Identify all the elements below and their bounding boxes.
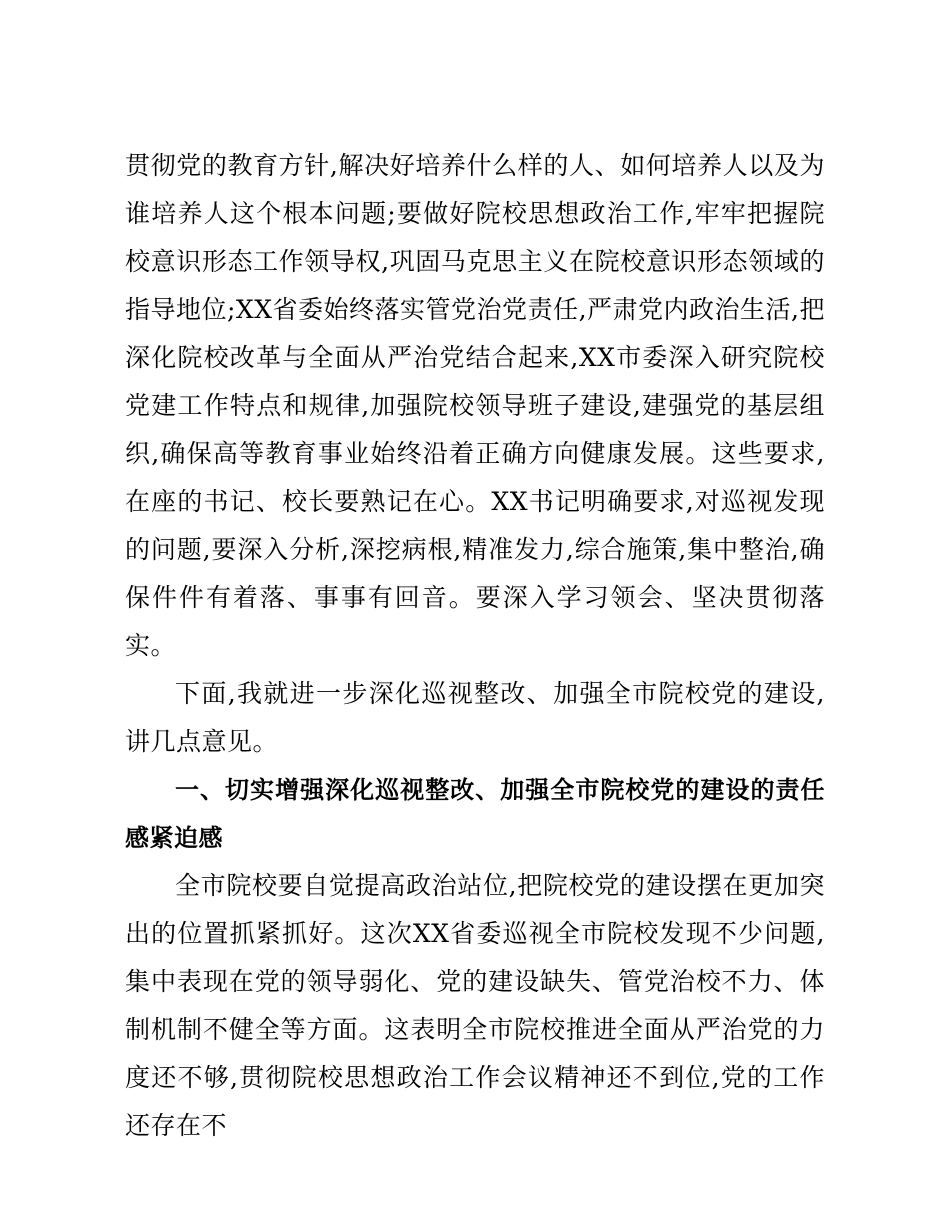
body-paragraph-opinions-intro: 下面,我就进一步深化巡视整改、加强全市院校党的建设,讲几点意见。 [125,679,825,756]
body-paragraph-continuation: 贯彻党的教育方针,解决好培养什么样的人、如何培养人以及为谁培养人这个根本问题;要做好院校思想政治工作,牢牢把握院校意识形态工作领导权,巩固马克思主义在院校意识形态领域的指导地位;XX省委始终落实管党治党责任,严肃党内政治生活,把深化院校改革与全面从严治党结合起来,XX市委深入研究院校党建工作特点和规律,加强院校领导班子建设,建强党的基层组织,确保高等教育事业始终沿着正确方向健康发展。这些要求,在座的书记、校长要熟记在心。XX书记明确要求,对巡视发现的问题,要深入分析,深挖病根,精准发力,综合施策,集中整治,确保件件有着落、事事有回音。要深入学习领会、坚决贯彻落实。 [125,151,825,660]
section-heading-one: 一、切实增强深化巡视整改、加强全市院校党的建设的责任感紧迫感 [125,776,825,852]
body-paragraph-section-one: 全市院校要自觉提高政治站位,把院校党的建设摆在更加突出的位置抓紧抓好。这次XX省委巡视全市院校发现不少问题,集中表现在党的领导弱化、党的建设缺失、管党治校不力、体制机制不健全等方面。这表明全市院校推进全面从严治党的力度还不够,贯彻院校思想政治工作会议精神还不到位,党的工作还存在不 [125,871,825,1140]
document-page [125,142,825,1150]
